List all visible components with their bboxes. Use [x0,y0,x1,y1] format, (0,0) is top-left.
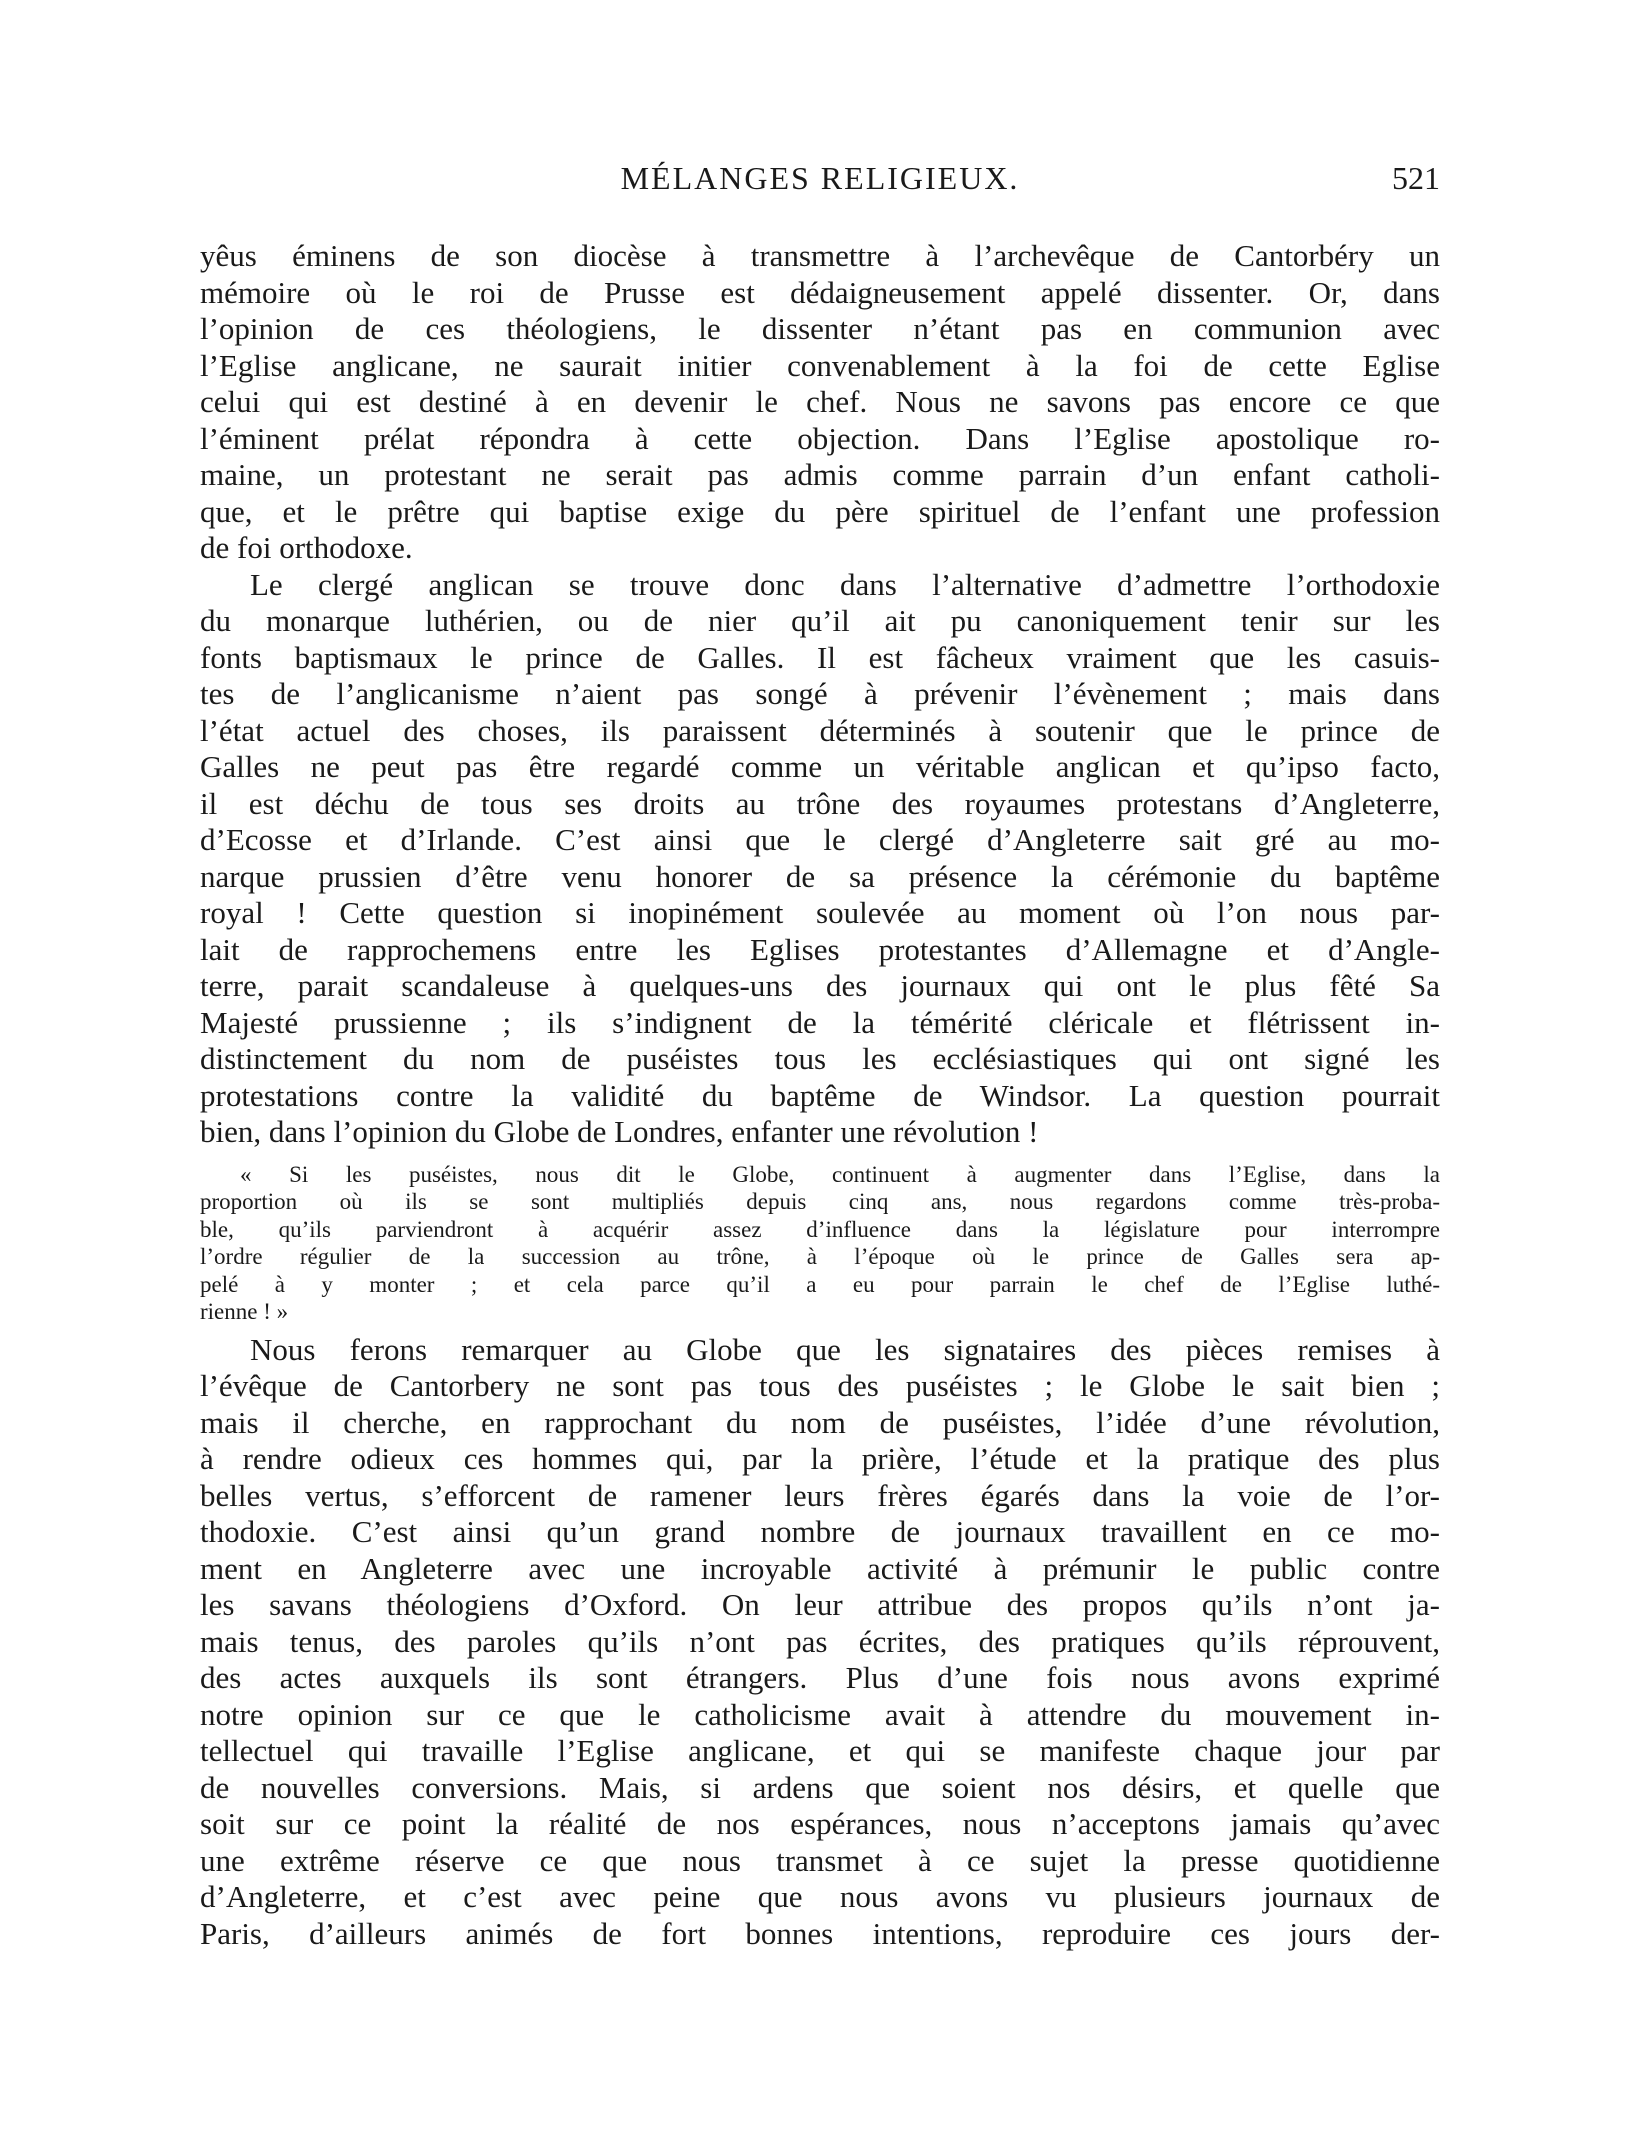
text-line: tes de l’anglicanisme n’aient pas songé à prévenir l’évènement ; mais dans [200,676,1440,711]
text-line: fonts baptismaux le prince de Galles. Il est fâcheux vraiment que les casuis- [200,639,1440,675]
page-number: 521 [1392,160,1440,196]
paragraph-3 [200,1332,1440,1953]
text-line: celui qui est destiné à en devenir le chef. Nous ne savons pas encore ce que [200,384,1440,419]
text-line: protestations contre la validité du baptême de Windsor. La question pourrait [200,1077,1440,1113]
book-page [200,160,1440,1952]
text-line: d’Angleterre, et c’est avec peine que nous avons vu plusieurs journaux de [200,1879,1440,1914]
text-line: de foi orthodoxe. [200,530,413,565]
text-line: des actes auxquels ils sont étrangers. Plus d’une fois nous avons exprimé [200,1660,1440,1695]
paragraph-2 [200,567,1440,1151]
text-line: mais il cherche, en rapprochant du nom de puséistes, l’idée d’une révolution, [200,1404,1440,1440]
text-line: il est déchu de tous ses droits au trône des royaumes protestans d’Angleterre, [200,785,1440,821]
quote-line: rienne ! » [200,1299,289,1324]
text-line: ment en Angleterre avec une incroyable activité à prémunir le public contre [200,1550,1440,1586]
text-line: l’évêque de Cantorbery ne sont pas tous des puséistes ; le Globe le sait bien ; [200,1368,1440,1403]
text-line: maine, un protestant ne serait pas admis comme parrain d’un enfant catholi- [200,457,1440,492]
text-line: l’Eglise anglicane, ne saurait initier convenablement à la foi de cette Eglise [200,347,1440,383]
text-line: Nous ferons remarquer au Globe que les signataires des pièces remises à [250,1331,1440,1367]
text-line: à rendre odieux ces hommes qui, par la prière, l’étude et la pratique des plus [200,1441,1440,1476]
text-line: lait de rapprochemens entre les Eglises protestantes d’Allemagne et d’Angle- [200,931,1440,967]
text-line: royal ! Cette question si inopinément soulevée au moment où l’on nous par- [200,895,1440,930]
text-line: Majesté prussienne ; ils s’indignent de la témérité cléricale et flétrissent in- [200,1004,1440,1040]
running-title: MÉLANGES RELIGIEUX. [620,160,1020,196]
text-line: mémoire où le roi de Prusse est dédaigneusement appelé dissenter. Or, dans [200,274,1440,310]
text-line: Le clergé anglican se trouve donc dans l’alternative d’admettre l’orthodoxie [250,566,1440,602]
text-line: Paris, d’ailleurs animés de fort bonnes intentions, reproduire ces jours der- [200,1915,1440,1951]
text-line: bien, dans l’opinion du Globe de Londres, enfanter une révolution ! [200,1114,1039,1149]
text-line: soit sur ce point la réalité de nos espérances, nous n’acceptons jamais qu’avec [200,1806,1440,1841]
quote-line: pelé à y monter ; et cela parce qu’il a eu pour parrain le chef de l’Eglise luthé- [200,1271,1440,1297]
text-line: l’opinion de ces théologiens, le dissenter n’étant pas en communion avec [200,311,1440,346]
quote-line: ble, qu’ils parviendront à acquérir assez d’influence dans la législature pour interrompre [200,1216,1440,1242]
text-line: mais tenus, des paroles qu’ils n’ont pas écrites, des pratiques qu’ils réprouvent, [200,1623,1440,1659]
text-line: de nouvelles conversions. Mais, si ardens que soient nos désirs, et quelle que [200,1769,1440,1805]
text-line: thodoxie. C’est ainsi qu’un grand nombre de journaux travaillent en ce mo- [200,1514,1440,1549]
quote-line: « Si les puséistes, nous dit le Globe, continuent à augmenter dans l’Eglise, dans la [240,1161,1440,1187]
text-line: l’état actuel des choses, ils paraissent déterminés à soutenir que le prince de [200,712,1440,748]
text-line: yêus éminens de son diocèse à transmettre à l’archevêque de Cantorbéry un [200,238,1440,273]
block-quote [200,1161,1440,1326]
text-line: du monarque luthérien, ou de nier qu’il ait pu canoniquement tenir sur les [200,603,1440,638]
text-line: une extrême réserve ce que nous transmet à ce sujet la presse quotidienne [200,1842,1440,1878]
text-line: d’Ecosse et d’Irlande. C’est ainsi que le clergé d’Angleterre sait gré au mo- [200,822,1440,857]
text-line: distinctement du nom de puséistes tous les ecclésiastiques qui ont signé les [200,1041,1440,1076]
text-line: notre opinion sur ce que le catholicisme avait à attendre du mouvement in- [200,1696,1440,1732]
text-line: belles vertus, s’efforcent de ramener leurs frères égarés dans la voie de l’or- [200,1477,1440,1513]
text-line: terre, parait scandaleuse à quelques-uns des journaux qui ont le plus fêté Sa [200,968,1440,1003]
paragraph-1 [200,238,1440,567]
quote-line: l’ordre régulier de la succession au trône, à l’époque où le prince de Galles sera ap- [200,1244,1440,1269]
text-line: l’éminent prélat répondra à cette objection. Dans l’Eglise apostolique ro- [200,420,1440,456]
text-line: les savans théologiens d’Oxford. On leur attribue des propos qu’ils n’ont ja- [200,1587,1440,1622]
quote-line: proportion où ils se sont multipliés depuis cinq ans, nous regardons comme très-proba- [200,1189,1440,1214]
text-line: narque prussien d’être venu honorer de sa présence la cérémonie du baptême [200,858,1440,894]
text-line: tellectuel qui travaille l’Eglise anglicane, et qui se manifeste chaque jour par [200,1733,1440,1768]
text-line: que, et le prêtre qui baptise exige du père spirituel de l’enfant une profession [200,493,1440,529]
running-head [200,160,1440,210]
text-line: Galles ne peut pas être regardé comme un véritable anglican et qu’ipso facto, [200,749,1440,784]
